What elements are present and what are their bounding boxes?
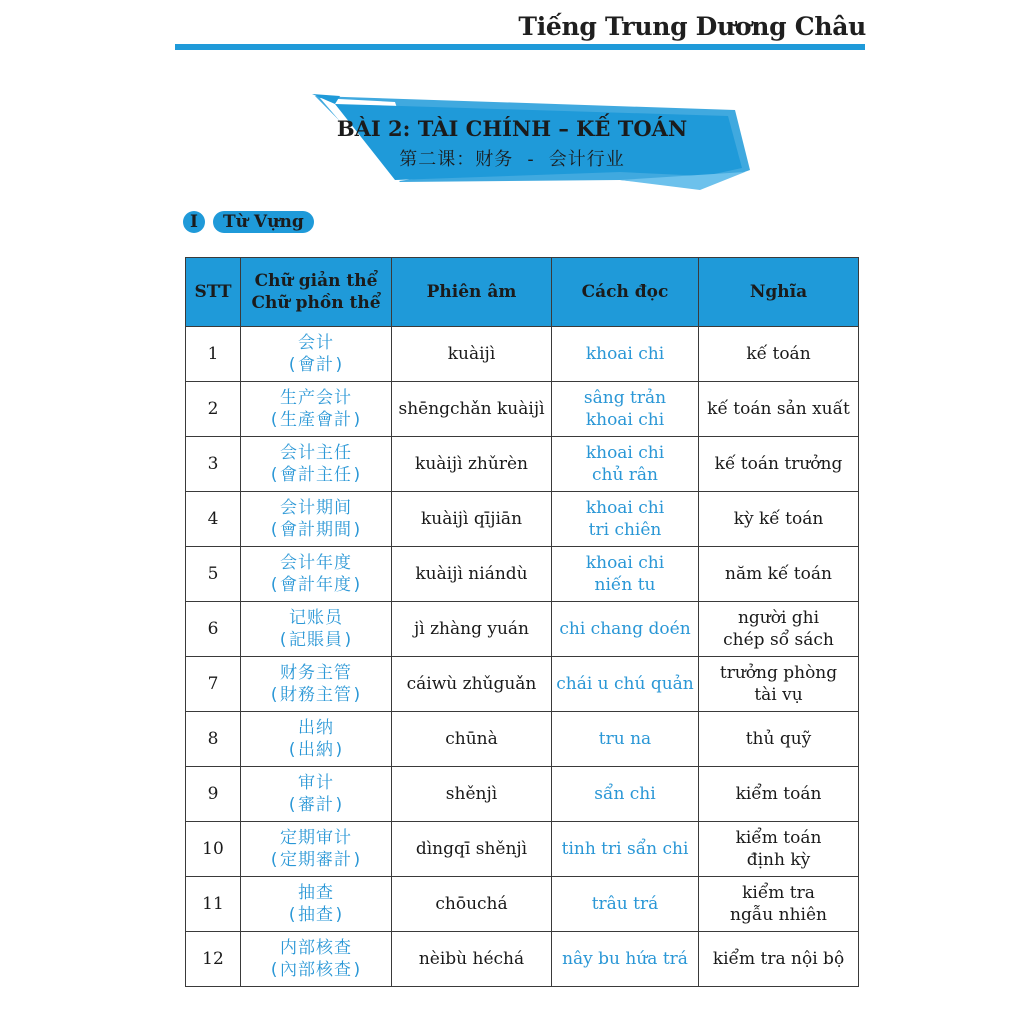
pinyin: shēngchǎn kuàijì [392,382,552,437]
meaning-line: kiểm toán [735,828,822,848]
reading-line: khoai chi [585,443,665,463]
simplified-characters: 记账员 [289,608,343,628]
meaning-line: kỳ kế toán [733,509,824,529]
table-row [186,767,859,822]
header-reading: Cách đọc [552,258,699,327]
reading-line: sâng trản [583,388,667,408]
chinese-characters [241,492,392,547]
meaning [699,327,859,382]
traditional-characters: (會計期間) [268,520,364,540]
table-row [186,822,859,877]
row-number: 9 [186,767,241,822]
header-characters [241,258,392,327]
chinese-characters [241,602,392,657]
reading-line: tru na [598,729,652,749]
vietnamese-reading [552,822,699,877]
pinyin: kuàijì zhǔrèn [392,437,552,492]
chinese-characters [241,657,392,712]
row-number: 5 [186,547,241,602]
row-number: 11 [186,877,241,932]
meaning-line: kế toán trưởng [714,454,843,474]
traditional-characters: (審計) [286,795,346,815]
meaning [699,657,859,712]
chinese-characters [241,932,392,987]
reading-line: trâu trá [591,894,659,914]
vietnamese-reading [552,932,699,987]
section-number-badge: I [183,211,205,233]
brand-title: Tiếng Trung Dương Châu [518,12,866,41]
traditional-characters: (記賬員) [277,630,355,650]
header-simplified: Chữ giản thể [254,271,378,291]
pinyin: kuàijì niándù [392,547,552,602]
reading-line: khoai chi [585,344,665,364]
table-row [186,437,859,492]
chinese-characters [241,382,392,437]
chinese-characters [241,767,392,822]
meaning-line: kiểm tra [742,883,815,903]
meaning [699,382,859,437]
vietnamese-reading [552,657,699,712]
pinyin: cáiwù zhǔguǎn [392,657,552,712]
reading-line: tinh tri sẩn chi [561,839,689,859]
row-number: 6 [186,602,241,657]
vocabulary-table [185,257,859,987]
lesson-banner-shape [0,0,1024,230]
vietnamese-reading [552,547,699,602]
chinese-characters [241,437,392,492]
pinyin: nèibù héchá [392,932,552,987]
table-row [186,492,859,547]
reading-line: khoai chi [585,498,665,518]
pinyin: chōuchá [392,877,552,932]
chinese-characters [241,877,392,932]
table-row [186,932,859,987]
section-title-badge: Từ Vựng [213,211,314,233]
lesson-title: BÀI 2: TÀI CHÍNH – KẾ TOÁN [336,116,688,141]
reading-line: chái u chú quản [556,674,694,694]
meaning-line: kế toán sản xuất [707,399,850,419]
simplified-characters: 内部核查 [280,938,352,958]
traditional-characters: (生產會計) [268,410,364,430]
meaning [699,437,859,492]
traditional-characters: (內部核查) [268,960,364,980]
traditional-characters: (會計) [286,355,346,375]
pinyin: shěnjì [392,767,552,822]
row-number: 7 [186,657,241,712]
pinyin: dìngqī shěnjì [392,822,552,877]
simplified-characters: 审计 [298,773,334,793]
simplified-characters: 定期审计 [280,828,352,848]
vietnamese-reading [552,382,699,437]
reading-line: chủ rân [591,465,659,485]
header-pinyin: Phiên âm [392,258,552,327]
header-stt: STT [186,258,241,327]
simplified-characters: 会计期间 [280,498,352,518]
vietnamese-reading [552,437,699,492]
simplified-characters: 财务主管 [280,663,352,683]
reading-line: khoai chi [585,410,665,430]
meaning [699,877,859,932]
simplified-characters: 会计年度 [280,553,352,573]
pinyin: chūnà [392,712,552,767]
simplified-characters: 生产会计 [280,388,352,408]
row-number: 8 [186,712,241,767]
vietnamese-reading [552,492,699,547]
meaning-line: năm kế toán [725,564,832,584]
table-row [186,602,859,657]
meaning [699,767,859,822]
header-meaning: Nghĩa [699,258,859,327]
meaning-line: định kỳ [746,850,811,870]
vietnamese-reading [552,602,699,657]
pinyin: kuàijì [392,327,552,382]
reading-line: sẩn chi [594,784,656,804]
meaning [699,547,859,602]
vietnamese-reading [552,877,699,932]
table-row [186,877,859,932]
table-row [186,657,859,712]
traditional-characters: (定期審計) [268,850,364,870]
traditional-characters: (財務主管) [268,685,364,705]
traditional-characters: (會計年度) [268,575,364,595]
meaning-line: ngẫu nhiên [730,905,827,925]
chinese-characters [241,547,392,602]
vietnamese-reading [552,767,699,822]
table-row [186,712,859,767]
pinyin: jì zhàng yuán [392,602,552,657]
meaning-line: người ghi [737,608,820,628]
lesson-subtitle: 第二课：财务 - 会计行业 [399,149,625,170]
meaning [699,932,859,987]
table-row [186,547,859,602]
traditional-characters: (出納) [286,740,346,760]
table-header-row [186,258,859,327]
reading-line: khoai chi [585,553,665,573]
meaning-line: chép sổ sách [723,630,834,650]
meaning-line: thủ quỹ [745,729,812,749]
table-row [186,382,859,437]
meaning-line: tài vụ [754,685,803,705]
vietnamese-reading [552,712,699,767]
row-number: 10 [186,822,241,877]
chinese-characters [241,712,392,767]
vocabulary-table-body [186,327,859,987]
meaning-line: kiểm tra nội bộ [712,949,845,969]
row-number: 12 [186,932,241,987]
meaning [699,822,859,877]
traditional-characters: (會計主任) [268,465,364,485]
simplified-characters: 会计 [298,333,334,353]
chinese-characters [241,327,392,382]
reading-line: nây bu hứa trá [562,949,688,969]
meaning [699,712,859,767]
header-traditional: Chữ phồn thể [251,293,381,313]
meaning-line: trưởng phòng [719,663,838,683]
meaning-line: kiểm toán [735,784,822,804]
reading-line: chi chang doén [559,619,691,639]
table-row [186,327,859,382]
vietnamese-reading [552,327,699,382]
reading-line: niến tu [594,575,656,595]
row-number: 1 [186,327,241,382]
reading-line: tri chiên [588,520,662,540]
simplified-characters: 出纳 [298,718,334,738]
row-number: 2 [186,382,241,437]
pinyin: kuàijì qījiān [392,492,552,547]
meaning [699,602,859,657]
meaning [699,492,859,547]
row-number: 4 [186,492,241,547]
simplified-characters: 会计主任 [280,443,352,463]
meaning-line: kế toán [746,344,811,364]
chinese-characters [241,822,392,877]
traditional-characters: (抽查) [286,905,346,925]
row-number: 3 [186,437,241,492]
simplified-characters: 抽查 [298,883,334,903]
